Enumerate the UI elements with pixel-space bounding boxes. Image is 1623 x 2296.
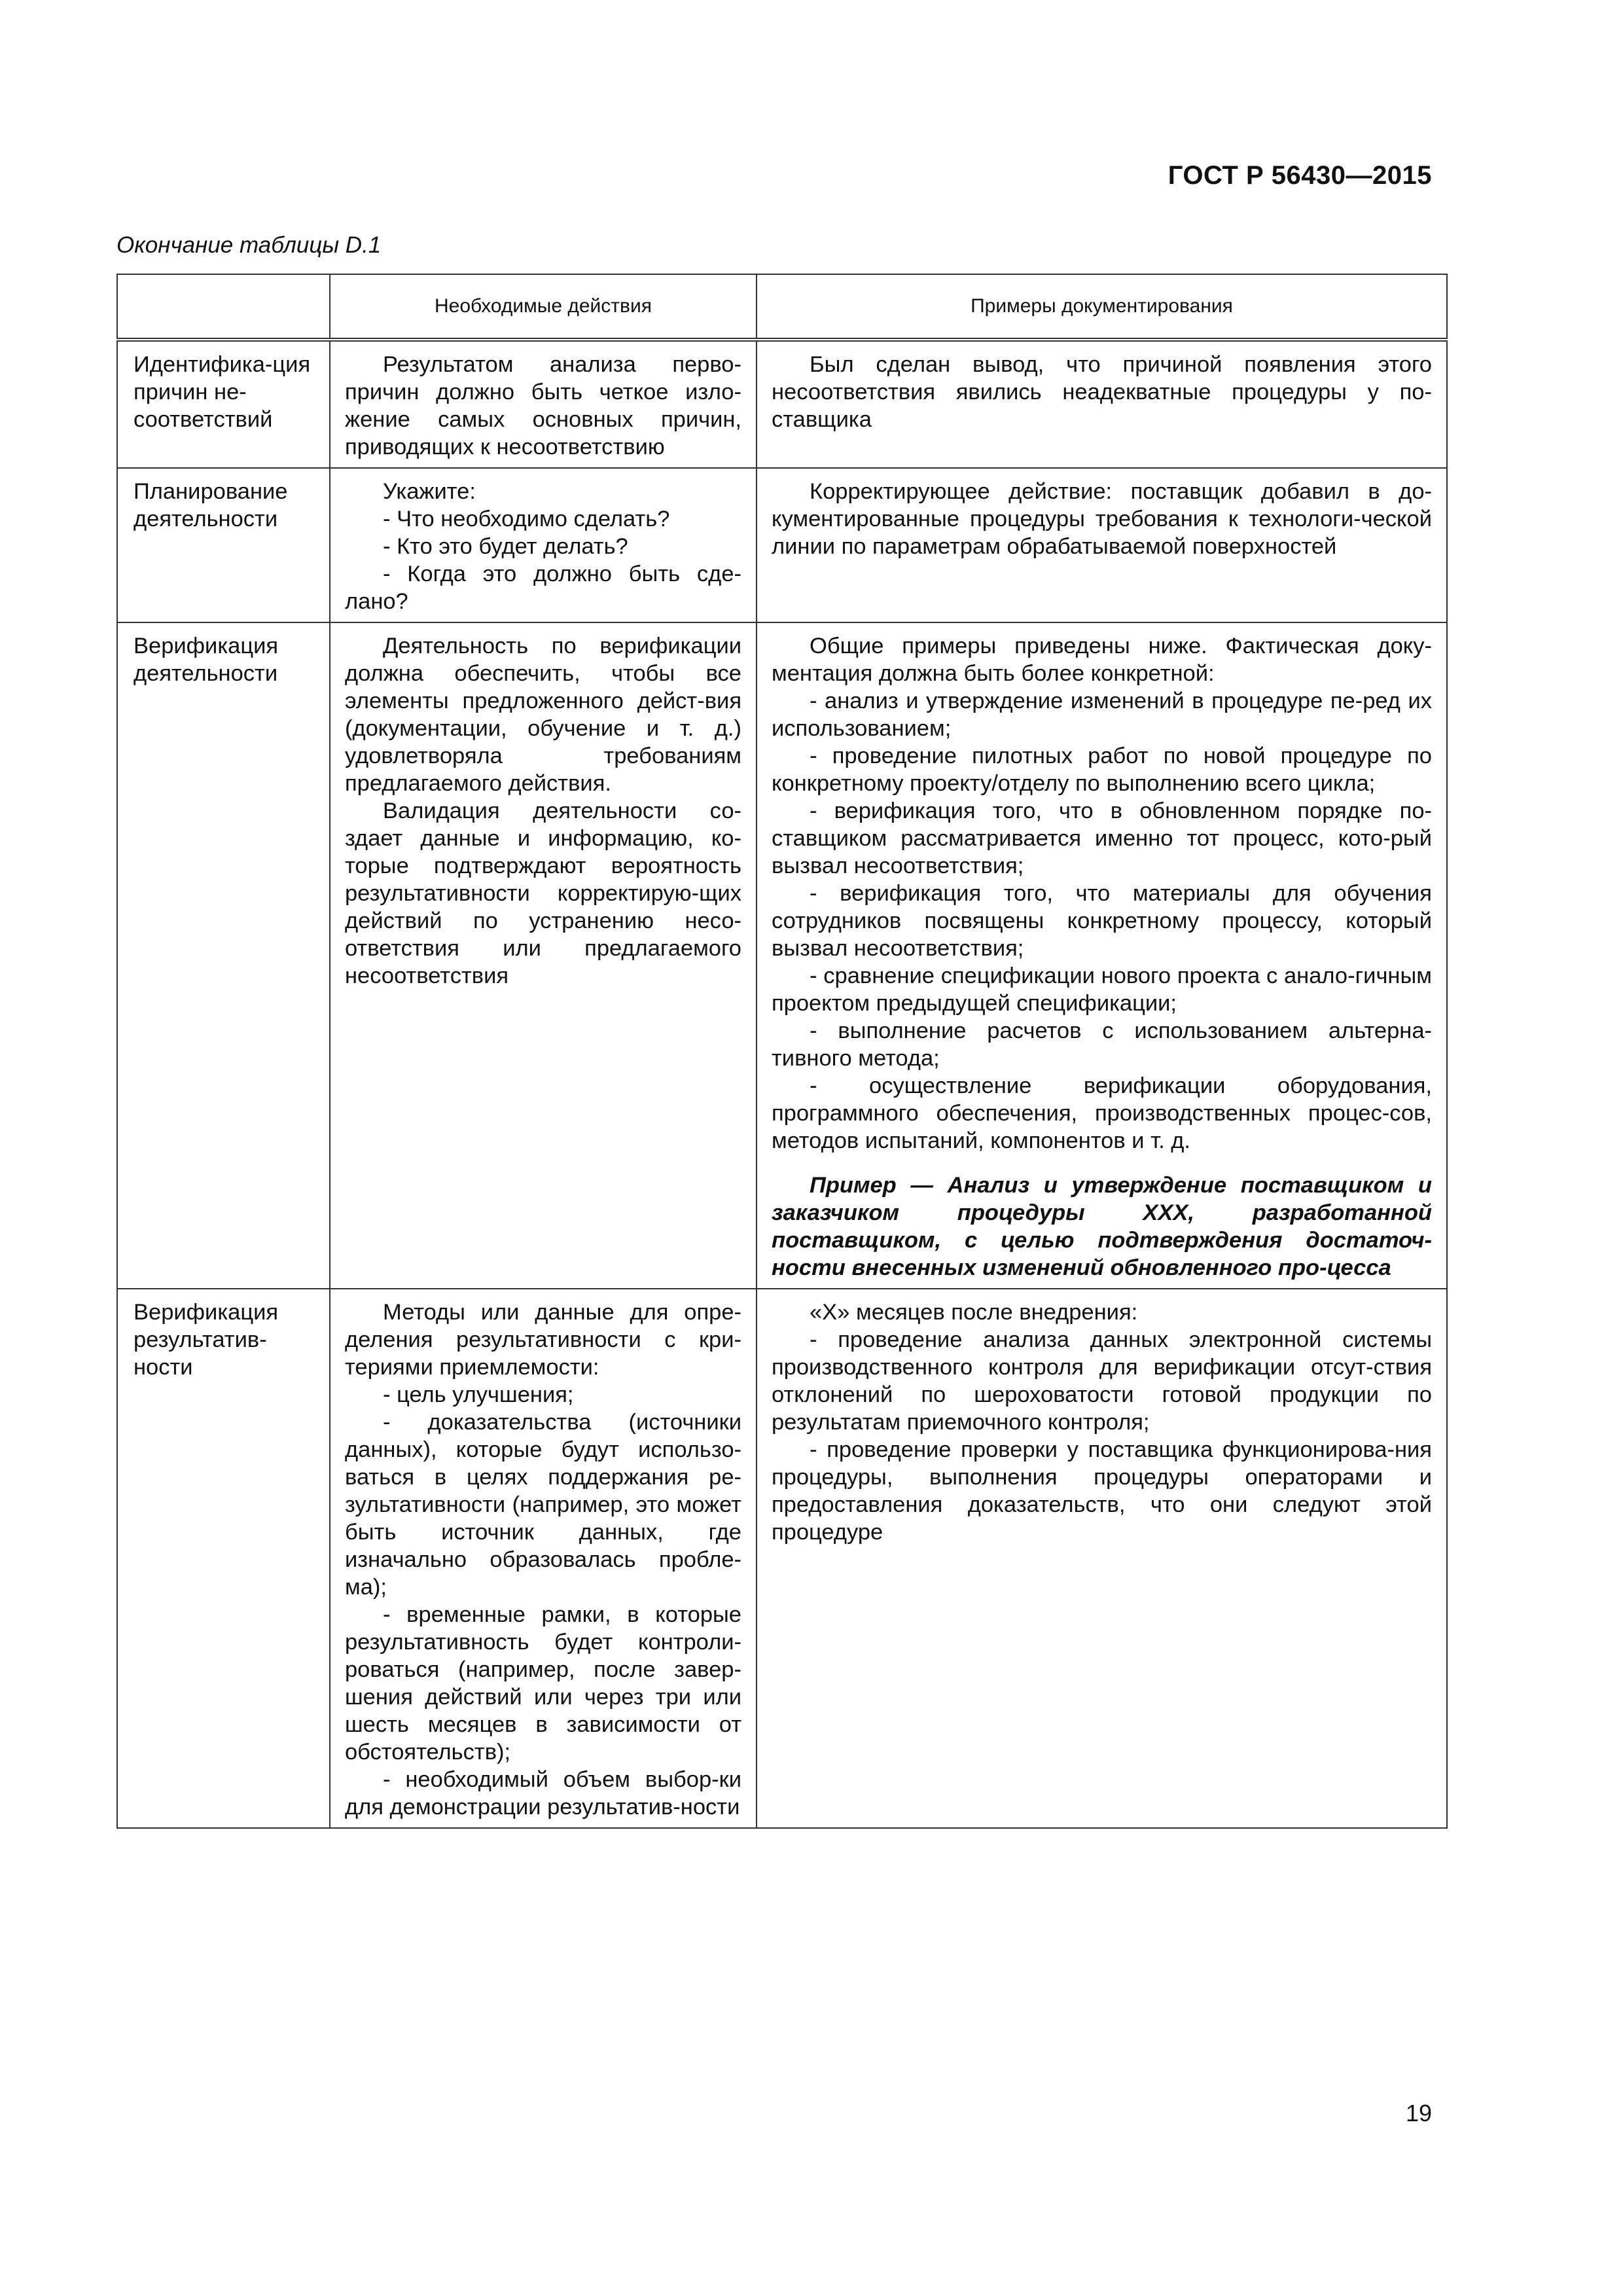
stage-cell: [117, 622, 330, 1289]
actions-cell: [330, 340, 757, 468]
page-number: 19: [1405, 2100, 1432, 2126]
paragraph: Методы или данные для опре-деления результативности с кри-териями приемлемости:: [345, 1300, 741, 1380]
list-item: - верификация того, что в обновленном порядке по-ставщиком рассматривается именно тот процесс, кото-рый вызвал несоответствия;: [772, 798, 1432, 878]
list-item: - проведение анализа данных электронной системы производственного контроля для верификации отсут-ствия отклонений по шероховатости готовой продукции по результатам приемочного контроля;: [772, 1327, 1432, 1435]
list-item: - верификация того, что материалы для обучения сотрудников посвящены конкретному процессу, который вызвал несоответствия;: [772, 881, 1432, 961]
stage-cell: [117, 340, 330, 468]
table-caption: Окончание таблицы D.1: [116, 232, 382, 258]
table-body: [117, 340, 1447, 1828]
stage-label: Верификация результатив-ности: [134, 1300, 279, 1380]
actions-cell: [330, 1289, 757, 1828]
list-item: - проведение пилотных работ по новой процедуре по конкретному проекту/отделу по выполнению всего цикла;: [772, 744, 1432, 796]
stage-label: Планирование деятельности: [134, 479, 288, 531]
table-row: [117, 468, 1447, 622]
paragraph: Деятельность по верификации должна обеспечить, чтобы все элементы предложенного дейст-вия (документации, обучение и т. д.) удовлетворяла требованиям предлагаемого действия.: [345, 634, 741, 796]
column-header-examples: Примеры документирования: [757, 274, 1447, 340]
list-item: - необходимый объем выбор-ки для демонстрации результатив-ности: [345, 1767, 741, 1820]
table-row: [117, 622, 1447, 1289]
stage-label: Идентифика-ция причин не-соответствий: [134, 352, 311, 432]
examples-cell: [757, 468, 1447, 622]
stage-label: Верификация деятельности: [134, 634, 279, 686]
paragraph: Валидация деятельности со-здает данные и информацию, ко-торые подтверждают вероятность результативности корректирую-щих действий по устранению несо-ответствия или предлагаемого несоответствия: [345, 798, 741, 988]
list-item: - цель улучшения;: [383, 1382, 574, 1407]
examples-cell: [757, 622, 1447, 1289]
paragraph: Общие примеры приведены ниже. Фактическая доку-ментация должна быть более конкретной:: [772, 634, 1432, 686]
paragraph: «X» месяцев после внедрения:: [810, 1300, 1138, 1325]
paragraph: Укажите:: [383, 479, 476, 504]
column-header-stage: [117, 274, 330, 340]
actions-cell: [330, 622, 757, 1289]
actions-cell: [330, 468, 757, 622]
paragraph: Был сделан вывод, что причиной появления этого несоответствия явились неадекватные процедуры у по-ставщика: [772, 352, 1432, 432]
list-item: - проведение проверки у поставщика функционирова-ния процедуры, выполнения процедуры операторами и предоставления доказательств, что они следуют этой процедуре: [772, 1437, 1432, 1545]
table-header-row: [117, 274, 1447, 340]
examples-cell: [757, 1289, 1447, 1828]
list-item: - Что необходимо сделать?: [383, 507, 670, 531]
list-item: - доказательства (источники данных), которые будут использо-ваться в целях поддержания ре-зультативности (например, это может быть источник данных, где изначально образовалась пробле-ма);: [345, 1410, 741, 1600]
list-item: - временные рамки, в которые результативность будет контроли-роваться (например, после завер-шения действий или через три или шесть месяцев в зависимости от обстоятельств);: [345, 1602, 741, 1765]
stage-cell: [117, 1289, 330, 1828]
column-header-actions: Необходимые действия: [330, 274, 757, 340]
paragraph: Результатом анализа перво-причин должно быть четкое изло-жение самых основных причин, приводящих к несоответствию: [345, 352, 741, 459]
list-item: - Когда это должно быть сде-лано?: [345, 562, 741, 614]
table-row: [117, 1289, 1447, 1828]
table-row: [117, 340, 1447, 468]
example-note: Пример — Анализ и утверждение поставщиком и заказчиком процедуры XXX, разработанной поставщиком, с целью подтверждения достаточ-ности внесенных изменений обновленного про-цесса: [772, 1173, 1432, 1280]
standard-code: ГОСТ Р 56430—2015: [1168, 161, 1432, 190]
list-item: - Кто это будет делать?: [383, 534, 628, 559]
list-item: - осуществление верификации оборудования, программного обеспечения, производственных процес-сов, методов испытаний, компонентов и т. д.: [772, 1073, 1432, 1153]
requirements-table: [116, 274, 1448, 1829]
paragraph: Корректирующее действие: поставщик добавил в до-кументированные процедуры требования к технологи-ческой линии по параметрам обрабатываемой поверхностей: [772, 479, 1432, 559]
list-item: - выполнение расчетов с использованием альтерна-тивного метода;: [772, 1018, 1432, 1071]
examples-cell: [757, 340, 1447, 468]
list-item: - анализ и утверждение изменений в процедуре пе-ред их использованием;: [772, 689, 1432, 741]
stage-cell: [117, 468, 330, 622]
list-item: - сравнение спецификации нового проекта с анало-гичным проектом предыдущей спецификации;: [772, 963, 1432, 1016]
